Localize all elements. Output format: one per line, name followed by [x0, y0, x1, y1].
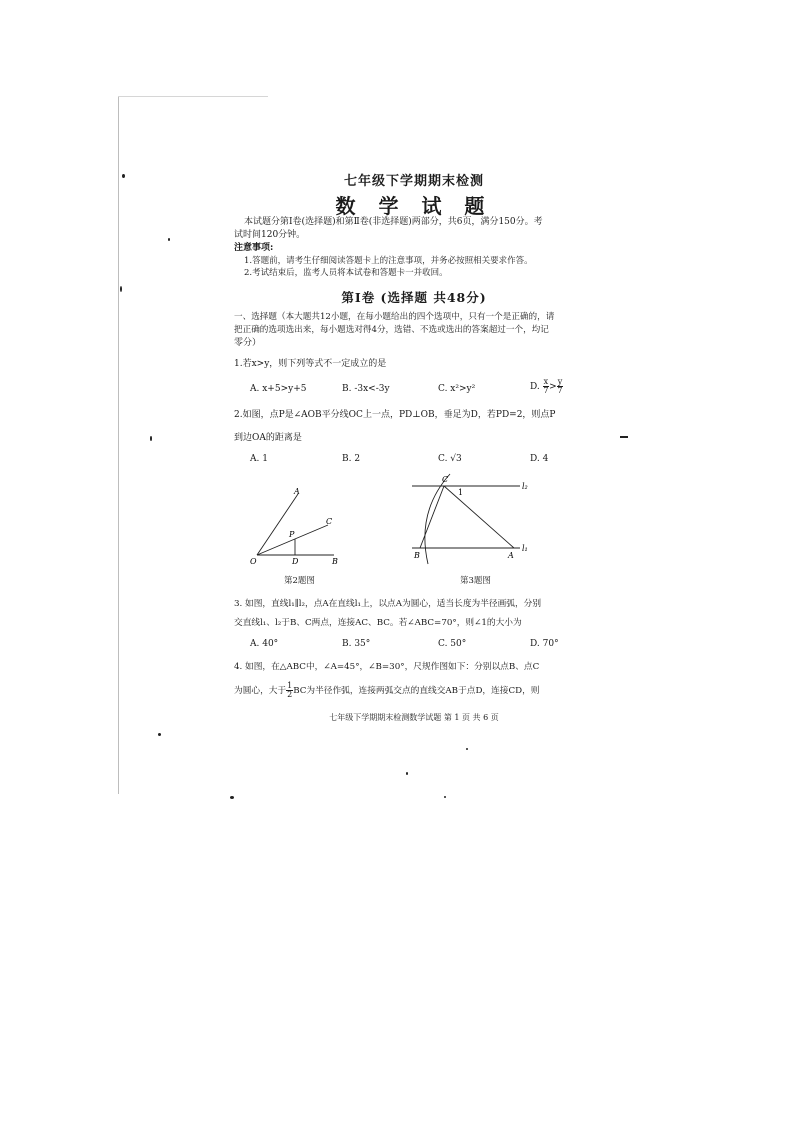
scan-speck	[120, 286, 122, 292]
scan-speck	[122, 174, 125, 178]
q4-stem-text-after: BC为半径作弧，连接两弧交点的直线交AB于点D，连接CD，则	[293, 686, 540, 696]
q4-stem-text-before: 为圆心，大于	[234, 686, 287, 696]
scan-speck	[230, 796, 234, 799]
scan-speck	[620, 436, 628, 438]
label-c: C	[326, 517, 333, 526]
scan-speck	[168, 238, 170, 241]
q3-stem-line-2: 交直线l₁、l₂于B、C两点，连接AC、BC。若∠ABC=70°，则∠1的大小为	[234, 618, 522, 628]
q3-option-c: C. 50°	[438, 639, 467, 649]
label-o: O	[250, 557, 257, 566]
q1-option-c: C. x²>y²	[438, 384, 476, 394]
fraction-denominator: 2	[287, 690, 293, 699]
label-c: C	[442, 475, 449, 484]
label-l2: l₂	[522, 482, 528, 491]
q2-option-c: C. √3	[438, 454, 462, 464]
q2-option-b: B. 2	[342, 454, 361, 464]
segment-cb	[420, 486, 444, 548]
label-b: B	[414, 551, 420, 560]
exam-title: 数 学 试 题	[335, 194, 493, 218]
figure-3-diagram	[402, 468, 542, 568]
page-footer: 七年级下学期期末检测数学试题 第 1 页 共 6 页	[329, 713, 499, 722]
segment-ca	[444, 486, 514, 548]
part1-instructions-line-1: 一、选择题（本大题共12小题，在每小题给出的四个选项中，只有一个是正确的，请	[234, 312, 555, 322]
intro-line-2: 试时间120分钟。	[234, 230, 306, 240]
exam-subtitle: 七年级下学期期末检测	[343, 174, 484, 189]
q1-option-d-prefix: D.	[530, 382, 540, 392]
q1-fraction-right	[557, 378, 564, 395]
label-b: B	[332, 557, 338, 566]
q1-stem: 1.若x>y，则下列等式不一定成立的是	[234, 359, 387, 369]
q1-option-b: B. -3x<-3y	[342, 384, 390, 394]
intro-line-1: 本试题分第Ⅰ卷(选择题)和第Ⅱ卷(非选择题)两部分，共6页，满分150分。考	[244, 217, 543, 227]
q4-stem-line-2	[234, 682, 539, 699]
q3-stem-line-1: 3. 如图，直线l₁∥l₂，点A在直线l₁上，以点A为圆心，适当长度为半径画弧，分别	[234, 599, 542, 609]
fraction-numerator: 1	[287, 681, 293, 690]
scan-speck	[150, 436, 152, 441]
fraction-numerator: x	[543, 377, 549, 386]
q1-option-d	[530, 378, 563, 395]
label-p: P	[289, 530, 295, 539]
label-d: D	[292, 557, 299, 566]
notice-item-1: 1.答题前，请考生仔细阅读答题卡上的注意事项，并务必按照相关要求作答。	[244, 256, 533, 266]
figure-2-diagram	[242, 482, 352, 566]
q1-option-d-operator: >	[549, 382, 557, 392]
q1-option-a: A. x+5>y+5	[250, 384, 307, 394]
label-angle-1: 1	[458, 488, 464, 497]
label-l1: l₁	[522, 544, 528, 553]
q2-option-a: A. 1	[250, 454, 268, 464]
section-title: 第Ⅰ卷 (选择题 共48分)	[341, 290, 487, 305]
notice-item-2: 2.考试结束后，监考人员将本试卷和答题卡一并收回。	[244, 268, 448, 278]
scan-speck	[466, 748, 468, 750]
fraction-denominator: 7	[557, 386, 563, 395]
q3-option-a: A. 40°	[250, 639, 279, 649]
figure-2-caption: 第2题图	[284, 576, 315, 586]
fraction-numerator: y	[557, 377, 563, 386]
q2-stem-line-1: 2.如图，点P是∠AOB平分线OC上一点，PD⊥OB，垂足为D，若PD=2，则点P	[234, 410, 556, 420]
scan-speck	[444, 796, 446, 798]
scan-left-edge	[118, 96, 119, 794]
label-a: A	[294, 487, 300, 496]
notice-title: 注意事项:	[234, 243, 274, 253]
part1-instructions-line-3: 零分）	[234, 338, 262, 348]
label-a: A	[508, 551, 514, 560]
part1-instructions-line-2: 把正确的选项选出来，每小题选对得4分，选错、不选或选出的答案超过一个，均记	[234, 325, 549, 335]
scan-top-edge	[118, 96, 268, 97]
q4-stem-line-1: 4. 如图，在△ABC中，∠A=45°，∠B=30°，尺规作图如下：分别以点B、点C	[234, 662, 540, 672]
fraction-denominator: 7	[543, 386, 549, 395]
figure-3-caption: 第3题图	[460, 576, 491, 586]
q3-option-b: B. 35°	[342, 639, 371, 649]
q2-stem-line-2: 到边OA的距离是	[234, 433, 302, 443]
scan-speck	[406, 772, 408, 775]
q3-option-d: D. 70°	[530, 639, 559, 649]
q2-option-d: D. 4	[530, 454, 549, 464]
scan-speck	[158, 733, 161, 736]
